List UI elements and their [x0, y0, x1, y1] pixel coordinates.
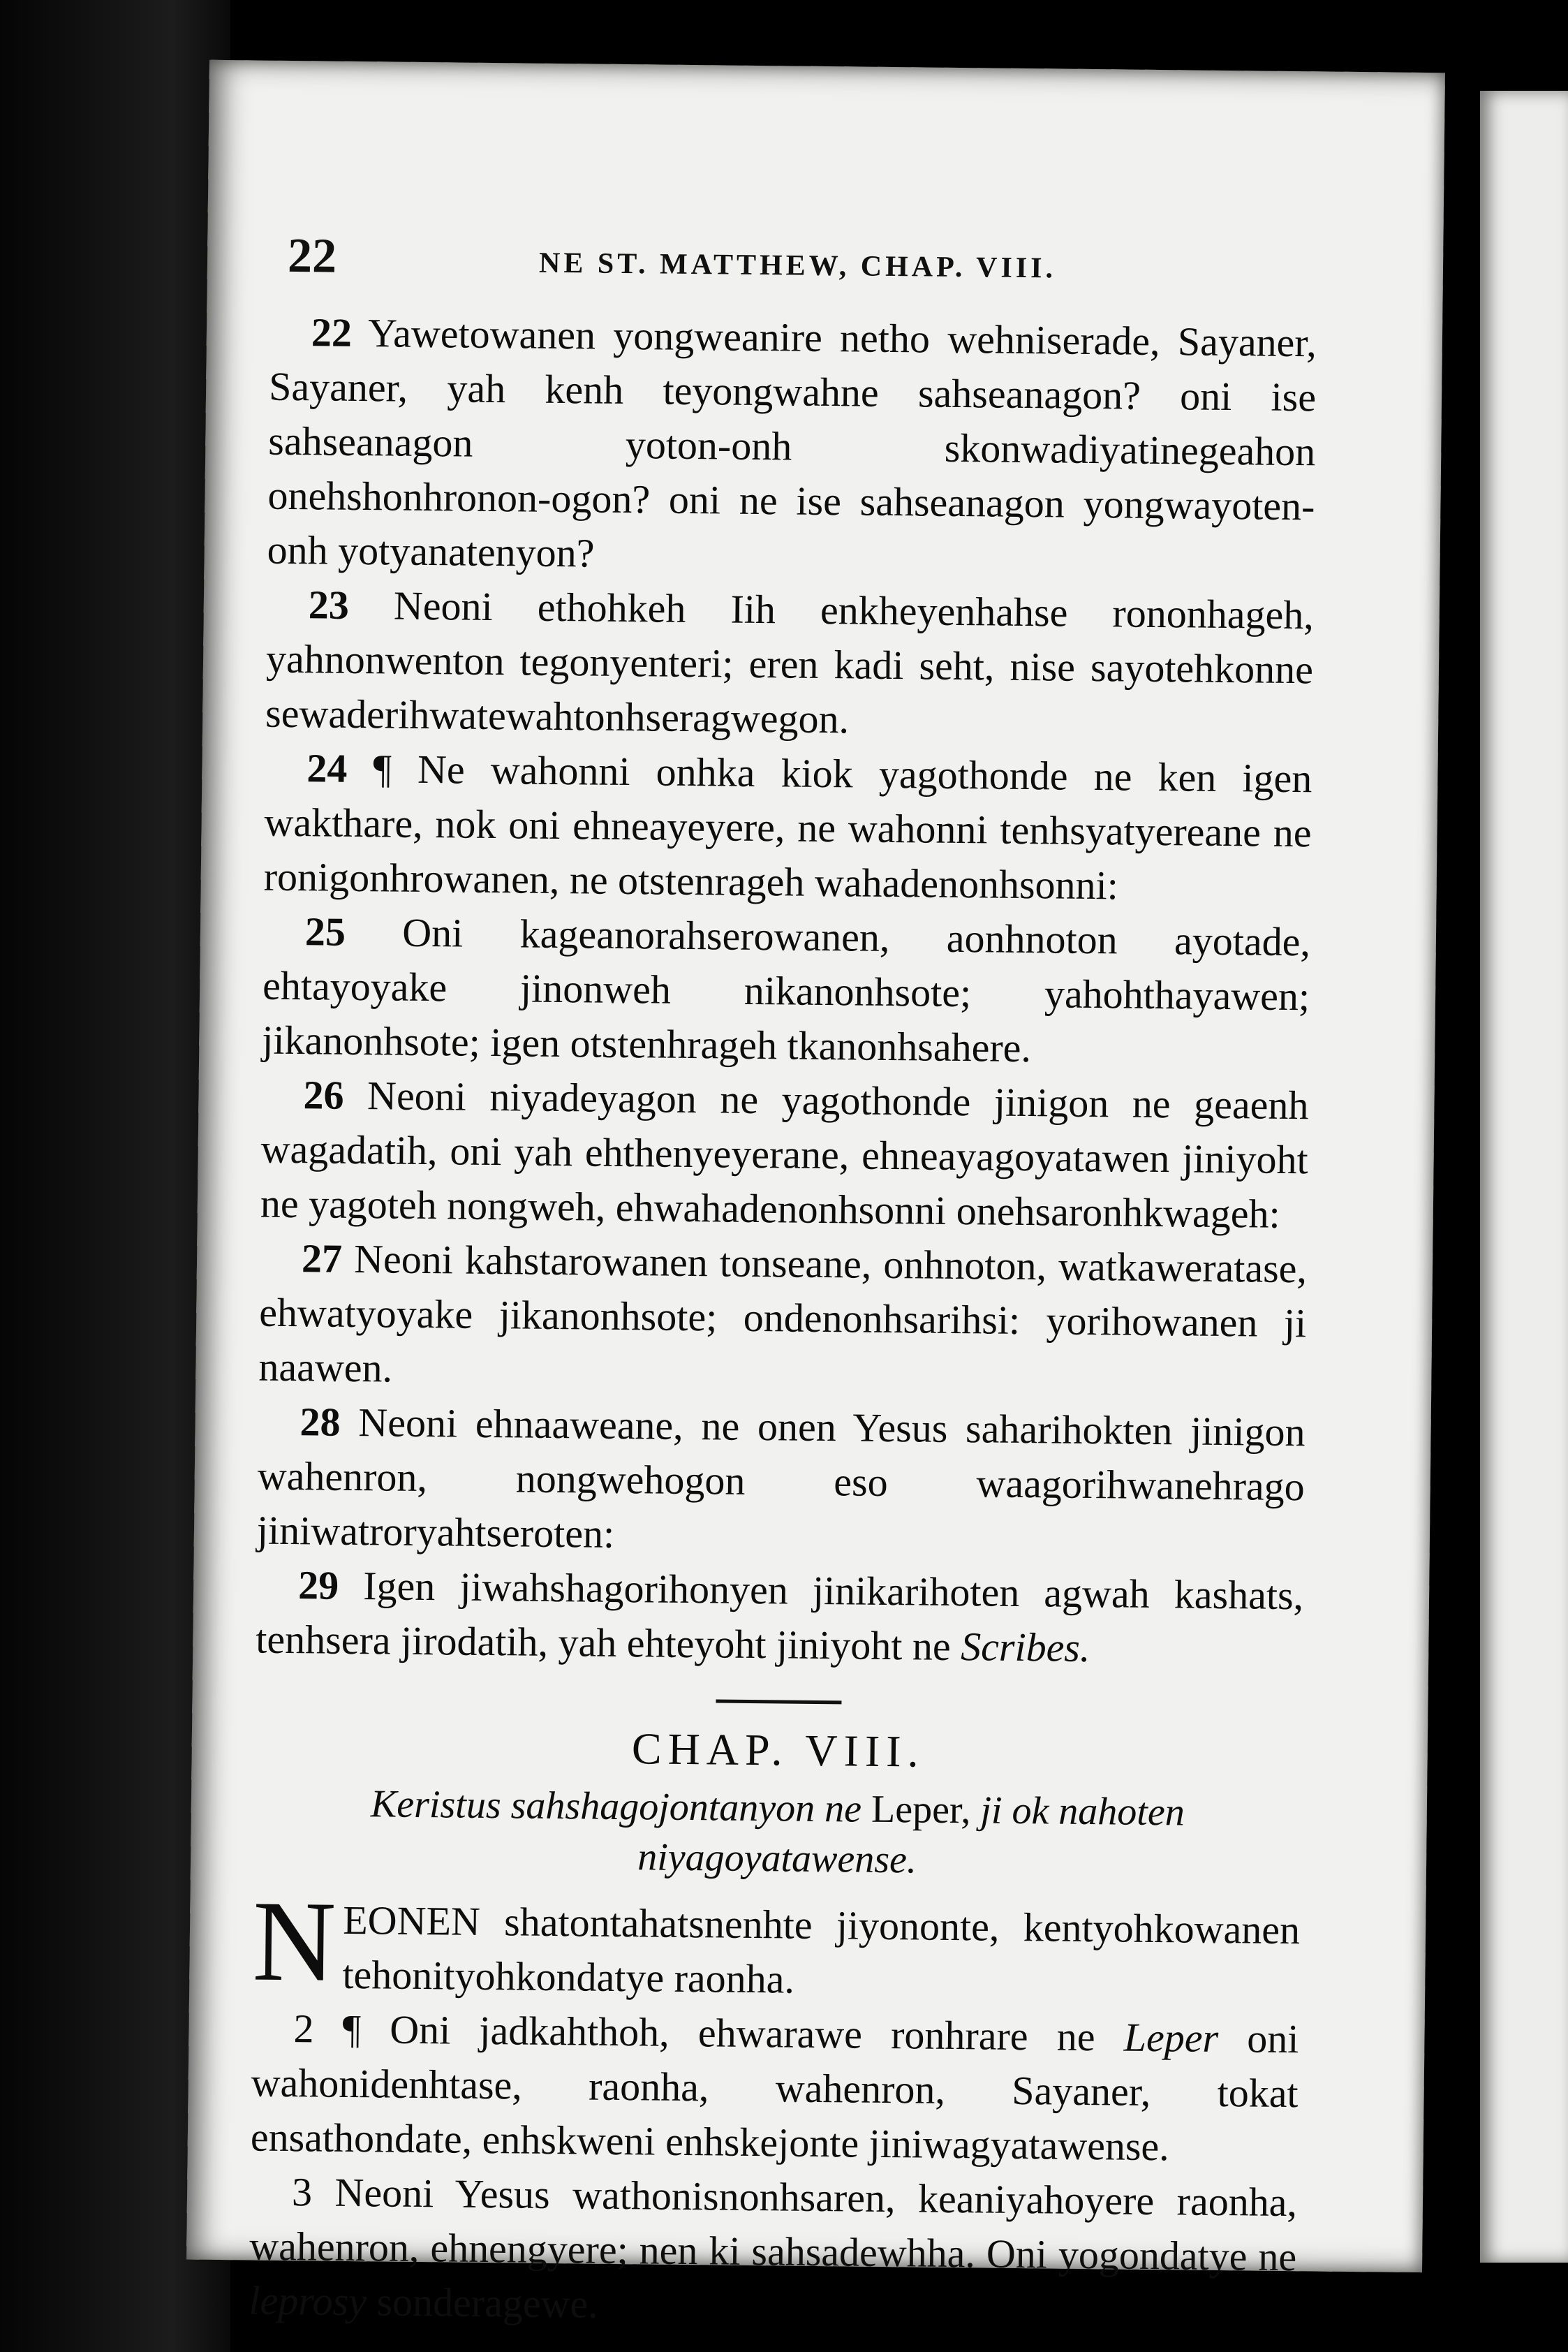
verse-3: 3 Neoni Yesus wathonisnonhsaren, keaniyahoyere raonha, wahenron, ehnengyere; nen ki sahsadewhha. Oni yogondatye ne leprosy sonderagewe. — [249, 2169, 1298, 2327]
verse-23: 23 Neoni ethohkeh Iih enkheyenhahse rononhageh, yahnonwenton tegonyenteri; eren kadi seht, nise sayotehkonne sewaderihwatewahtonhseragwegon. — [265, 582, 1315, 742]
verse-22: 22 Yawetowanen yongweanire netho wehniserade, Sayaner, Sayaner, yah kenh teyongwahne sahseanagon? oni ise sahseanagon yoton-onh skonwadiyatinegeahon onehshonhronon-ogon? oni ne ise sahseanagon yongwayoten-onh yotyanatenyon? — [267, 309, 1317, 576]
adjacent-page-edge — [1480, 91, 1568, 2263]
running-head — [287, 228, 1377, 316]
chapter-summary: Keristus sahshagojontanyon ne Leper, ji ok nahoten niyagoyatawense. — [370, 1782, 1185, 1882]
verse-28: 28 Neoni ehnaaweane, ne onen Yesus saharihokten jinigon wahenron, nongwehogon eso waagorihwanehrago jiniwatroryahtseroten: — [256, 1399, 1306, 1557]
section-divider — [716, 1699, 841, 1704]
verse-26: 26 Neoni niyadeyagon ne yagothonde jinigon ne geaenh wagadatih, oni yah ehthenyeyerane, ehneayagoyatawen jiniyoht ne yagoteh nongweh, ehwahadenonhsonni onehsaronhkwageh: — [260, 1072, 1309, 1237]
running-head-title: NE ST. MATTHEW, CHAP. VIII. — [538, 247, 1057, 285]
verse-2: 2 ¶ Oni jadkahthoh, ehwarawe ronhrare ne Leper oni wahonidenhtase, raonha, wahenron, Sayaner, tokat ensathondate, enhskweni enhskejonte jiniwagyatawense. — [250, 2006, 1299, 2170]
verse-27: 27 Neoni kahstarowanen tonseane, onhnoton, watkaweratase, ehwatyoyake jikanonhsote; ondenonhsarihsi: yorihowanen ji naawen. — [258, 1235, 1308, 1391]
verse-24: 24 ¶ Ne wahonni onhka kiok yagothonde ne ken igen wakthare, nok oni ehneayeyere, ne wahonni tenhsyatyereane ne ronigonhrowanen, ne otstenrageh wahadenonhsonni: — [263, 745, 1312, 909]
verse-25: 25 Oni kageanorahserowanen, aonhnoton ayotade, ehtayoyake jinonweh nikanonhsote; yahohthayawen; jikanonhsote; igen otstenhrageh tkanonhsahere. — [262, 909, 1311, 1071]
chapter-heading: CHAP. VIII. — [631, 1723, 925, 1777]
page-number: 22 — [287, 228, 337, 284]
book-page — [186, 60, 1445, 2327]
text-body — [249, 305, 1317, 2339]
drop-cap: N — [251, 1876, 336, 2006]
verse-29: 29 Igen jiwahshagorihonyen jinikarihoten agwah kashats, tenhsera jirodatih, yah ehteyoht jiniyoht ne Scribes. — [256, 1562, 1304, 1671]
verse-1: NEONEN shatontahatsnenhte jiyononte, kentyohkowanen tehonityohkondatye raonha. — [251, 1876, 1301, 2006]
